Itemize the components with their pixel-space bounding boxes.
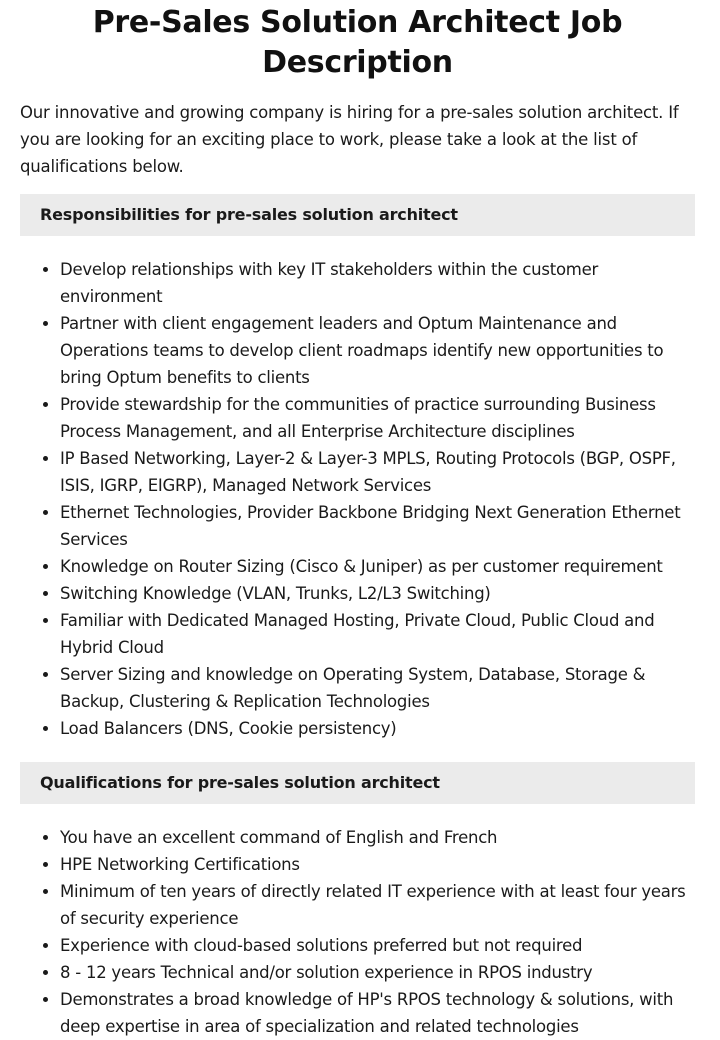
qualifications-heading: Qualifications for pre-sales solution architect [20, 762, 695, 804]
list-item: • Experience with cloud-based solutions preferred but not required [60, 932, 695, 959]
responsibilities-list [20, 256, 695, 742]
responsibilities-heading: Responsibilities for pre-sales solution architect [20, 194, 695, 236]
page-title: Pre-Sales Solution Architect Job Description [92, 5, 623, 80]
list-item: • Demonstrates a broad knowledge of HP's RPOS technology & solutions, with deep expertise in area of specialization and related technologies [60, 986, 695, 1040]
list-item: • Familiar with Dedicated Managed Hosting, Private Cloud, Public Cloud and Hybrid Cloud [60, 607, 695, 661]
list-item: • Switching Knowledge (VLAN, Trunks, L2/L3 Switching) [60, 580, 695, 607]
list-item: • Load Balancers (DNS, Cookie persistency) [60, 715, 695, 742]
list-item: • Server Sizing and knowledge on Operating System, Database, Storage & Backup, Clustering & Replication Technologies [60, 661, 695, 715]
qualifications-list [20, 824, 695, 1040]
list-item: • Partner with client engagement leaders and Optum Maintenance and Operations teams to develop client roadmaps identify new opportunities to bring Optum benefits to clients [60, 310, 695, 391]
list-item: • Provide stewardship for the communities of practice surrounding Business Process Management, and all Enterprise Architecture disciplines [60, 391, 695, 445]
list-item: • Ethernet Technologies, Provider Backbone Bridging Next Generation Ethernet Services [60, 499, 695, 553]
list-item: • 8 - 12 years Technical and/or solution experience in RPOS industry [60, 959, 695, 986]
list-item: • You have an excellent command of English and French [60, 824, 695, 851]
list-item: • HPE Networking Certifications [60, 851, 695, 878]
list-item: • Knowledge on Router Sizing (Cisco & Juniper) as per customer requirement [60, 553, 695, 580]
intro-paragraph: Our innovative and growing company is hiring for a pre-sales solution architect. If you are looking for an exciting place to work, please take a look at the list of qualifications below. [20, 103, 679, 176]
list-item: • Develop relationships with key IT stakeholders within the customer environment [60, 256, 695, 310]
list-item: • IP Based Networking, Layer-2 & Layer-3 MPLS, Routing Protocols (BGP, OSPF, ISIS, IGRP, EIGRP), Managed Network Services [60, 445, 695, 499]
list-item: • Minimum of ten years of directly related IT experience with at least four years of security experience [60, 878, 695, 932]
